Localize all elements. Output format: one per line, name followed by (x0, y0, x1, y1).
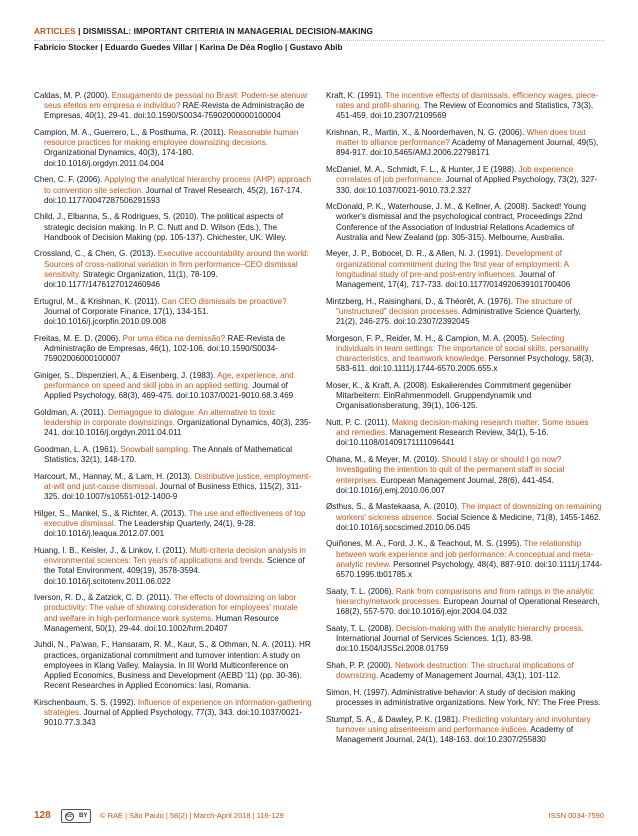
reference-title-link[interactable]: The incentive effects of dismissals, efficiency wages, piece-rates and profit-sharing. (336, 91, 599, 111)
reference-title-link[interactable]: Enxugamento de pessoal no Brasil: Podem-se atenuar seus efeitos em empresa e indivíduo? (44, 91, 308, 111)
cc-badge-label: cc (66, 813, 72, 819)
reference-text: Moser, K., & Kraft, A. (2008). Eskalierendes Commitment gegenüber Mitarbeitern: EinRahmenmodell. Gruppendynamik und Organisationsberatung, 39(1), 106-125. (326, 381, 572, 411)
reference-text: Saaty, T. L. (2006). (326, 586, 396, 596)
reference-title-link[interactable]: Por uma ética na demissão? (122, 333, 226, 343)
reference-source: Journal of Management, 17(4), 717-733. doi:10.1177/014920639101700406 (336, 269, 571, 289)
author-list: Fabricio Stocker | Eduardo Guedes Villar | Karina De Déa Roglio | Gustavo Abib (34, 43, 343, 52)
issn-label: ISSN 0034-7590 (548, 811, 604, 820)
reference-text: Ertugrul, M., & Krishnan, K. (2011). (34, 296, 162, 306)
reference-title-link[interactable]: Multi-criteria decision analysis in environmental sciences: Ten years of applications and trends. (44, 545, 306, 566)
reference-title-link[interactable]: Development of organizational commitment during the first year of employment: A longitudinal study of pre-and post-entry influences. (336, 249, 569, 279)
reference-title-link[interactable]: The relationship between work experience and job performance: A conceptual and meta-analytic review. (336, 539, 594, 569)
reference-entry (326, 381, 604, 412)
reference-entry (326, 165, 604, 196)
reference-entry (34, 297, 312, 328)
reference-entry (326, 297, 604, 328)
reference-title-link[interactable]: When does trust matter to alliance performance? (336, 128, 586, 148)
reference-entry (326, 202, 604, 243)
reference-text: Iverson, R. D., & Zatzick, C. D. (2011). (34, 593, 174, 603)
reference-entry (326, 587, 604, 618)
reference-source: Human Resource Management, 50(1), 29-44. doi:10.1002/hrm.20407 (44, 613, 279, 633)
reference-entry (326, 661, 604, 681)
creative-commons-icon (61, 809, 91, 823)
section-label: ARTICLES (34, 27, 76, 36)
reference-text: Mintzberg, H., Raisinghani, D., & Théorêt, A. (1976). (326, 296, 516, 306)
reference-entry (326, 249, 604, 290)
reference-source: Journal of Applied Psychology, 77(3), 343. doi:10.1037/0021-9010.77.3.343 (44, 708, 303, 728)
reference-title-link[interactable]: Network destruction: The structural implications of downsizing. (336, 660, 574, 680)
reference-source: The Leadership Quarterly, 24(1), 9-28. doi:10.1016/j.leaqua.2012.07.001 (44, 519, 256, 539)
reference-title-link[interactable]: Job experience correlates of job performance. (336, 165, 574, 185)
reference-text: Simon, H. (1997). Administrative behavior: A study of decision making processes in administrative organizations. New York, NY: The Free Press. (326, 687, 601, 707)
reference-text: Østhus, S., & Mastekaasa, A. (2010). (326, 502, 462, 512)
reference-source: Strategic Organization, 11(1), 78-109. doi:10.1177/1476127012460946 (44, 269, 218, 289)
reference-source: Science of the Total Environment, 409(19), 3578-3594. doi:10.1016/j.scitotenv.2011.06.022 (44, 556, 305, 586)
reference-entry (34, 334, 312, 365)
reference-text: Ohana, M., & Meyer, M. (2010). (326, 455, 442, 465)
reference-text: Meyer, J. P., Bobocel, D. R., & Allen, N. J. (1991). (326, 249, 506, 259)
reference-text: Freitas, M. E. D. (2006). (34, 333, 123, 343)
reference-source: Journal of Travel Research, 45(2), 167-174. doi:10.1177/0047287506291593 (44, 185, 303, 205)
reference-title-link[interactable]: Selecting individuals in team settings: The importance of social skills, personality characteristics, and teamwork knowledge. (336, 333, 589, 364)
reference-entry (34, 472, 312, 503)
reference-title-link[interactable]: The impact of downsizing on remaining workers' sickness absence. (336, 502, 602, 522)
reference-entry (34, 546, 312, 587)
reference-text: Juhdi, N., Pa'wan, F., Hansaram, R. M., Kaur, S., & Othman, N. A. (2011). HR practices, organizational commitment and turnover intention: A study on employees in Klang Valley, Malaysia. In III World Multiconference on Applied Economics, Business and Development (AEBD '11) (pp. 30-36). Recent Researches in Applied Economics: Iasi, Romania. (34, 640, 311, 691)
reference-title-link[interactable]: The use and effectiveness of top executive dismissal. (44, 508, 306, 529)
reference-title-link[interactable]: Demagogue to dialogue: An alternative to toxic leadership in corporate downsizings. (44, 407, 276, 428)
reference-source: Academy of Management Journal, 24(1), 148-163. doi:10.2307/255830 (336, 724, 574, 744)
reference-title-link[interactable]: Age, experience, and performance on speed and skill jobs in an applied setting. (44, 370, 294, 390)
reference-source: RAE-Revista de Administração de Empresas, 40(1), 29-41. doi:10.1590/S0034-75902000000100004 (44, 101, 305, 121)
reference-entry (34, 175, 312, 206)
reference-text: Quiñones, M. A., Ford, J. K., & Teachout, M. S. (1995). (326, 539, 524, 549)
reference-source: European Management Journal, 28(6), 441-454. doi:10.1016/j.emj.2010.06.007 (336, 475, 554, 495)
reference-text: Krishnan, R., Martin, X., & Noorderhaven, N. G. (2006). (326, 128, 527, 138)
reference-source: Social Science & Medicine, 71(8), 1455-1462. doi:10.1016/j.socscimed.2010.06.045 (336, 512, 601, 532)
reference-entry (34, 640, 312, 691)
cc-by-label: BY (78, 813, 88, 819)
reference-entry (326, 128, 604, 159)
reference-text: Child, J., Elbanna, S., & Rodrigues, S. (2010). The political aspects of strategic decision making. In P. C. Nutt and D. Wilson (Eds.), The Handbook of Decision Making (pp. 105-137). Chichester, UK: Wiley. (34, 212, 287, 242)
reference-source: Journal of Applied Psychology, 73(2), 327-330. doi:10.1037/0021-9010.73.2.327 (336, 175, 598, 195)
header-title-line (34, 27, 604, 36)
reference-entry (34, 593, 312, 634)
journal-citation: © RAE | São Paulo | 58(2) | March-April 2018 | 116-129 (100, 811, 284, 820)
reference-title-link[interactable]: Making decision-making research matter: Some issues and remedies. (336, 418, 589, 438)
page-footer (34, 808, 604, 824)
reference-entry (326, 502, 604, 533)
reference-source: Personnel Psychology, 58(3), 583-611. doi:10.1111/j.1744-6570.2005.655.x (336, 354, 594, 374)
reference-source: Organizational Dynamics, 40(3), 174-180. doi:10.1016/j.orgdyn.2011.04.004 (44, 148, 194, 168)
reference-source: International Journal of Services Sciences, 1(1), 83-98. doi:10.1504/IJSSci.2008.01759 (336, 633, 534, 654)
reference-entry (34, 698, 312, 729)
reference-entry (326, 688, 604, 708)
reference-source: European Journal of Operational Research, 168(2), 557-570. doi:10.1016/j.ejor.2004.04.032 (336, 596, 600, 617)
reference-source: Journal of Corporate Finance, 17(1), 134-151. doi:10.1016/j.jcorpfin.2010.09.008 (44, 306, 209, 327)
reference-text: Nutt, P. C. (2011). (326, 418, 392, 428)
reference-title-link[interactable]: The structure of "unstructured" decision processes. (336, 296, 572, 316)
reference-text: Huang, I. B., Keisler, J., & Linkov, I. (2011). (34, 545, 190, 555)
reference-source: Journal of Applied Psychology, 68(3), 469-475. doi:10.1037/0021-9010.68.3.469 (44, 381, 294, 401)
running-header (34, 27, 604, 52)
reference-title-link[interactable]: The effects of downsizing on labor productivity: The value of showing consideration for employees' morale and welfare in high-performance work systems. (44, 593, 298, 623)
reference-source: Journal of Business Ethics, 115(2), 311-325. doi:10.1007/s10551-012-1400-9 (44, 482, 302, 502)
reference-text: McDonald, P. K., Waterhouse, J. M., & Kellner, A. (2008). Sacked! Young worker's dismissal and the psychological contract, Proceedings 22nd Conference of the Association of Industrial Relations Academics of Australia and New Zealand (pp. 305-315). Melbourne, Australia. (326, 202, 587, 242)
reference-source: Administrative Science Quarterly, 21(2), 246-275. doi:10.2307/2392045 (336, 306, 581, 327)
reference-entry (34, 445, 312, 465)
reference-source: Management Research Review, 34(1), 5-16. doi:10.1108/01409171111096441 (336, 428, 549, 448)
reference-title-link[interactable]: Reasonable human resource practices for making employee downsizing decisions. (44, 128, 299, 148)
reference-text: Stumpf, S. A., & Dawley, P. K. (1981). (326, 714, 463, 724)
reference-entry (34, 128, 312, 169)
reference-title-link[interactable]: Decision-making with the analytic hierarchy process. (395, 623, 584, 633)
reference-text: Caldas, M. P. (2000). (34, 91, 112, 100)
reference-entry (326, 91, 604, 122)
reference-title-link[interactable]: Applying the analytical hierarchy process (AHP) approach to convention site selection. (44, 175, 312, 195)
reference-entry (34, 91, 312, 122)
reference-text: Kraft, K. (1991). (326, 91, 386, 100)
reference-text: Goldman, A. (2011). (34, 407, 109, 417)
reference-title-link[interactable]: Predicting voluntary and involuntary turnover using absenteeism and performance indices. (336, 714, 591, 734)
reference-text: Goodman, L. A. (1961). (34, 444, 121, 454)
reference-title-link[interactable]: Should I stay or should I go now? Investigating the intention to quit of the permanent staff in social enterprises. (336, 455, 565, 485)
reference-text: Saaty, T. L. (2008). (326, 623, 396, 633)
reference-text: Chen, C. F. (2006). (34, 175, 105, 185)
reference-entry (326, 624, 604, 655)
reference-text: Morgeson, F. P., Reider, M. H., & Campion, M. A. (2005). (326, 333, 531, 343)
reference-entry (326, 715, 604, 746)
reference-source: Academy of Management Journal, 49(5), 894-917. doi:10.5465/AMJ.2006.22798171 (336, 138, 599, 158)
reference-title-link[interactable]: Executive accountability around the world: Sources of cross-national variation in firm performance–CEO dismissal sensitivity. (44, 249, 309, 279)
reference-source: Organizational Dynamics, 40(3), 235-241. doi:10.1016/j.orgdyn.2011.04.011 (44, 418, 312, 438)
reference-source: The Annals of Mathematical Statistics, 32(1), 148-170. (44, 444, 293, 465)
header-divider (34, 40, 604, 41)
references-left-column (34, 91, 312, 735)
reference-text: Crossland, C., & Chen, G. (2013). (34, 249, 158, 259)
reference-entry (326, 455, 604, 496)
references-right-column (326, 91, 604, 752)
reference-entry (326, 418, 604, 449)
reference-entry (34, 408, 312, 439)
reference-source: Personnel Psychology, 48(4), 887-910. doi:10.1111/j.1744-6570.1995.tb01785.x (336, 559, 603, 579)
reference-title-link[interactable]: Snowball sampling. (120, 444, 191, 454)
reference-title-link[interactable]: Distributive justice, employment-at-will and just-cause dismissal. (44, 471, 311, 491)
reference-text: Harcourt, M., Hannay, M., & Lam, H. (2013). (34, 471, 195, 481)
page-number: 128 (34, 810, 51, 821)
reference-text: Giniger, S., Dispenzieri, A., & Eisenberg, J. (1983). (34, 370, 218, 380)
reference-text: Kirschenbaum, S. S. (1992). (34, 697, 138, 707)
reference-title-link[interactable]: Rank from comparisons and from ratings in the analytic hierarchy/network processes. (336, 586, 594, 606)
reference-entry (34, 371, 312, 402)
reference-text: McDaniel, M. A., Schmidt, F. L., & Hunter, J E (1988). (326, 165, 519, 175)
reference-entry (326, 334, 604, 375)
reference-text: Campion, M. A., Guerrero, L., & Posthuma, R. (2011). (34, 128, 229, 138)
reference-title-link[interactable]: Can CEO dismissals be proactive? (161, 296, 287, 306)
reference-source: Academy of Management Journal, 43(1), 101-112. (378, 671, 561, 680)
reference-text: Hilger, S., Mankel, S., & Richter, A. (2013). (34, 508, 189, 518)
reference-entry (34, 509, 312, 540)
article-title: | DISMISSAL: IMPORTANT CRITERIA IN MANAGERIAL DECISION-MAKING (75, 27, 373, 36)
reference-source: RAE-Revista de Administração de Empresas, 46(1), 102-106. doi:10.1590/S0034-75902006000100007 (44, 333, 286, 364)
reference-entry (34, 249, 312, 290)
reference-entry (326, 539, 604, 580)
reference-title-link[interactable]: Influence of experience on information-gathering strategies. (44, 697, 312, 718)
reference-source: The Review of Economics and Statistics, 73(3), 451-459. doi:10.2307/2109569 (336, 101, 594, 121)
reference-entry (34, 212, 312, 243)
reference-text: Shah, P. P. (2000). (326, 660, 395, 670)
